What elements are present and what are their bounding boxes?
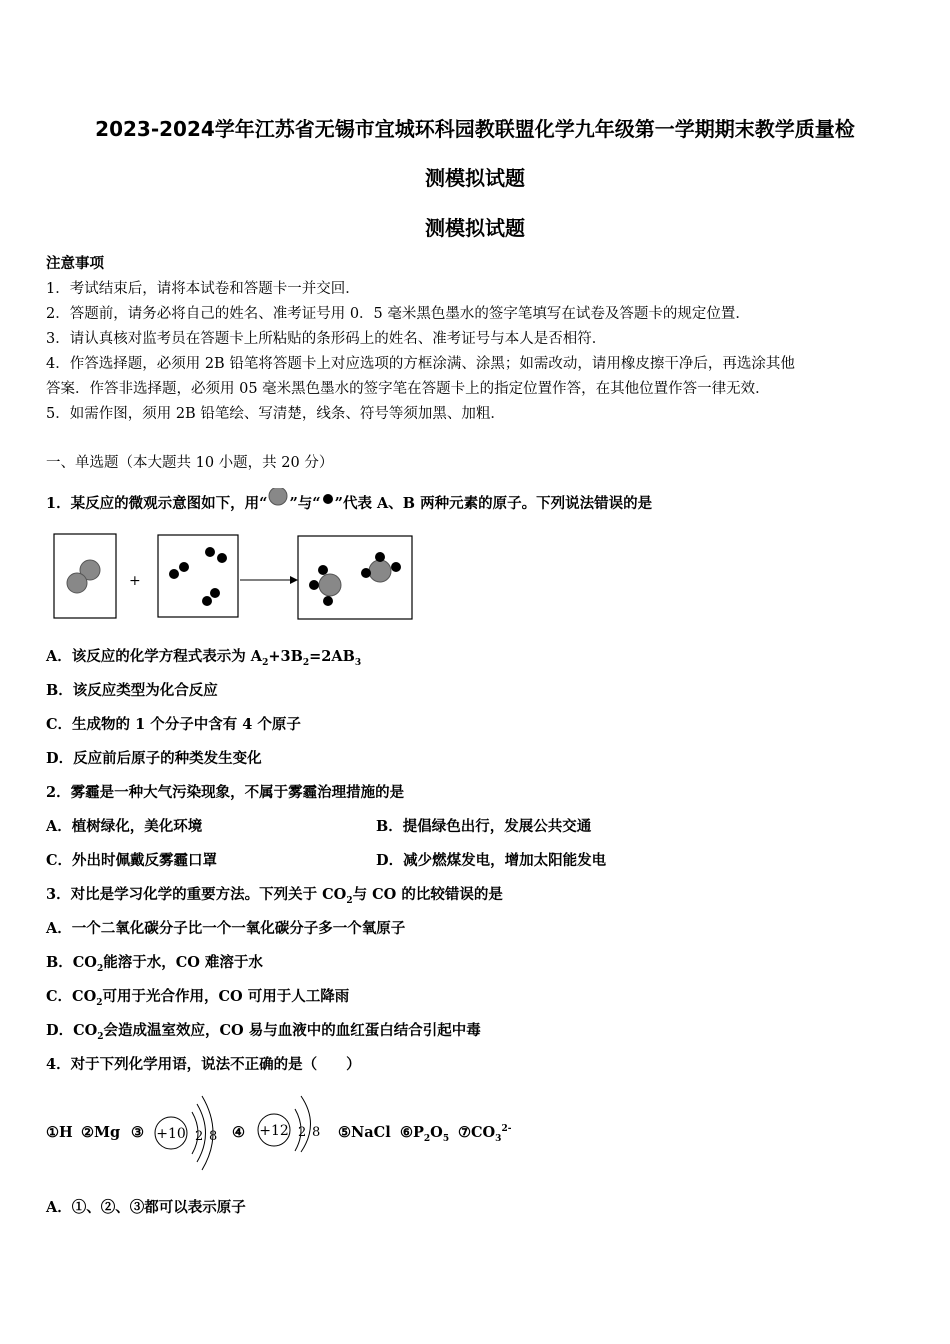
atom-structure-diagram-3 <box>148 1090 228 1176</box>
q4-symbol-p2o5-text: ⑥P <box>400 1124 424 1141</box>
q2-option-c: C．外出时佩戴反雾霾口罩 <box>46 852 218 869</box>
q4-option-a: A．①、②、③都可以表示原子 <box>46 1199 246 1216</box>
q1-option-d: D．反应前后原子的种类发生变化 <box>46 750 262 767</box>
q3-option-c-text: C．CO <box>46 988 97 1005</box>
q4-symbol-mg: ②Mg <box>81 1124 121 1141</box>
q1-stem-part-c: ”代表 A、B 两种元素的原子。下列说法错误的是 <box>334 495 653 512</box>
big-atom-icon <box>267 488 289 510</box>
title-line-2: 测模拟试题 <box>425 166 525 190</box>
q4-symbol-co3-text: ⑦CO <box>458 1124 496 1141</box>
q3-option-d <box>46 1019 481 1042</box>
q3-option-b-sub: 2 <box>96 963 104 974</box>
q1-stem <box>46 488 652 513</box>
notice-item-4: 4．作答选择题，必须用 2B 铅笔将答题卡上对应选项的方框涂满、涂黑；如需改动，请用橡皮擦干净后，再选涂其他 <box>46 356 795 372</box>
nucleus-charge-3: +10 <box>156 1126 186 1142</box>
q4-label-3: ③ <box>131 1124 144 1141</box>
q1-stem-part-a: 1．某反应的微观示意图如下，用“ <box>46 495 268 512</box>
electron-shell-2-count-4: 8 <box>312 1125 321 1140</box>
q3-stem-text: 3．对比是学习化学的重要方法。下列关于 CO <box>46 886 347 903</box>
notice-item-4-cont: 答案．作答非选择题，必须用 05 毫米黑色墨水的签字笔在答题卡上的指定位置作答，在其他位置作答一律无效． <box>46 381 770 397</box>
title-line-1: 2023-2024学年江苏省无锡市宜城环科园教联盟化学九年级第一学期期末教学质量检 <box>95 117 855 141</box>
q2-option-b: B．提倡绿色出行，发展公共交通 <box>376 818 592 835</box>
q1-option-a-text: =2AB <box>309 648 355 665</box>
q3-option-d-text: 会造成温室效应，CO 易与血液中的血红蛋白结合引起中毒 <box>103 1022 481 1039</box>
q4-symbol-p2o5-sub: 5 <box>442 1133 450 1144</box>
q3-option-b-text: 能溶于水，CO 难溶于水 <box>103 954 263 971</box>
reactant-box-a <box>54 534 116 618</box>
q1-option-a-sub: 3 <box>354 657 362 668</box>
q4-symbol-h: ①H <box>46 1124 73 1141</box>
q3-option-a: A．一个二氧化碳分子比一个一氧化碳分子多一个氧原子 <box>46 920 406 937</box>
q4-label-4: ④ <box>232 1124 245 1141</box>
reaction-arrow <box>240 576 298 584</box>
q1-option-a-text: A．该反应的化学方程式表示为 A <box>46 648 263 665</box>
q1-option-a-sub: 2 <box>262 657 269 668</box>
section-heading: 一、单选题（本大题共 10 小题，共 20 分） <box>46 455 334 471</box>
notice-item-1: 1．考试结束后，请将本试卷和答题卡一并交回． <box>46 281 360 297</box>
nucleus-charge-4: +12 <box>259 1123 289 1139</box>
reaction-diagram <box>50 530 420 625</box>
notice-item-3: 3．请认真核对监考员在答题卡上所粘贴的条形码上的姓名、准考证号与本人是否相符． <box>46 331 607 347</box>
q1-option-a-sub: 2 <box>302 657 310 668</box>
q3-option-b <box>46 951 263 974</box>
q3-stem-text: 与 CO 的比较错误的是 <box>352 886 503 903</box>
q3-option-d-text: D．CO <box>46 1022 98 1039</box>
q4-symbol-p2o5-text: O <box>430 1124 443 1141</box>
reactant-box-b <box>158 535 238 617</box>
title-line-3: 测模拟试题 <box>425 216 525 240</box>
plus-sign: + <box>129 573 141 589</box>
q2-stem: 2．雾霾是一种大气污染现象，不属于雾霾治理措施的是 <box>46 784 405 801</box>
atom-structure-diagram-4 <box>254 1084 334 1164</box>
small-atom-icon <box>321 493 335 507</box>
product-box <box>298 536 412 619</box>
q2-option-d: D．减少燃煤发电，增加太阳能发电 <box>376 852 607 869</box>
q4-symbol-p2o5-sub: 2 <box>423 1133 431 1144</box>
notice-item-5: 5．如需作图，须用 2B 铅笔绘、写清楚，线条、符号等须加黑、加粗． <box>46 406 505 422</box>
electron-shell-1-count-4: 2 <box>298 1125 307 1140</box>
electron-shell-2-count-3: 8 <box>209 1129 218 1144</box>
q3-option-c <box>46 985 349 1008</box>
q4-symbol-co3-charge: 2- <box>501 1124 512 1135</box>
q2-option-a: A．植树绿化，美化环境 <box>46 818 203 835</box>
q3-option-b-text: B．CO <box>46 954 97 971</box>
notice-item-2: 2．答题前，请务必将自己的姓名、准考证号用 0．5 毫米黑色墨水的签字笔填写在试卷及答题卡的规定位置． <box>46 306 750 322</box>
q4-stem: 4．对于下列化学用语，说法不正确的是（ ） <box>46 1056 361 1073</box>
q4-symbol-co3 <box>458 1124 511 1144</box>
q3-option-d-sub: 2 <box>97 1031 104 1042</box>
q3-stem-sub: 2 <box>346 895 353 906</box>
q3-stem <box>46 883 503 906</box>
q4-symbol-co3-sub: 3 <box>495 1133 502 1144</box>
q1-option-c: C．生成物的 1 个分子中含有 4 个原子 <box>46 716 301 733</box>
q3-option-c-sub: 2 <box>96 997 103 1008</box>
q1-stem-part-b: ”与“ <box>289 495 321 512</box>
q3-option-c-text: 可用于光合作用，CO 可用于人工降雨 <box>102 988 350 1005</box>
q4-symbol-p2o5 <box>400 1124 449 1144</box>
q4-symbol-nacl: ⑤NaCl <box>338 1124 391 1141</box>
q1-option-a <box>46 645 361 668</box>
notice-heading: 注意事项 <box>46 255 104 272</box>
q1-option-b: B．该反应类型为化合反应 <box>46 682 218 699</box>
electron-shell-1-count-3: 2 <box>195 1129 204 1144</box>
q1-option-a-text: +3B <box>268 648 303 665</box>
